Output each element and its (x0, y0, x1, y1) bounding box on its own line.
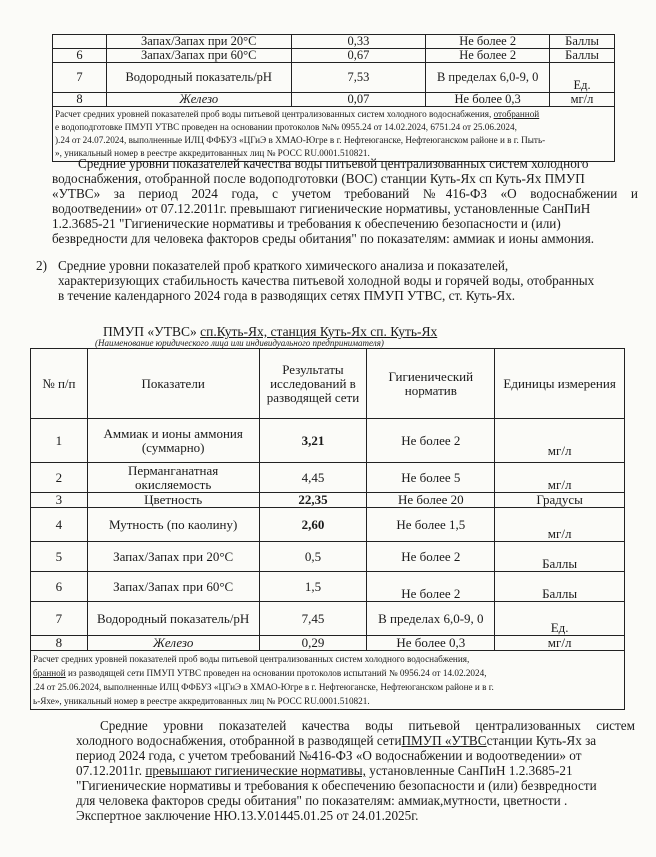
paragraph-3-line-6: для человека факторов среды обитания" по показателям: аммиак,мутности, цветности . (76, 793, 568, 808)
table-row: 4 Мутность (по каолину) 2,60 Не более 1,5 мг/л (31, 508, 625, 542)
table-title: ПМУП «УТВС» сп.Куть-Ях, станция Куть-Ях сп. Куть-Ях (103, 324, 438, 339)
item-2-line-2: характеризующих стабильность качества питьевой холодной воды и горячей воды, отобранных (58, 273, 595, 288)
header-unit: Единицы измерения (495, 349, 625, 419)
paragraph-3-line-2: холодного водоснабжения, отобранной в разводящей сетиПМУП «УТВСстанции Куть-Ях за (76, 733, 597, 748)
table-row: 6 Запах/Запах при 60°С 1,5 Не более 2 Баллы (31, 572, 625, 602)
paragraph-3-line-4: 07.12.2011г. превышают гигиенические нормативы, установленные СанПиН 1.2.3685-21 (76, 763, 573, 778)
header-name: Показатели (87, 349, 259, 419)
table-header-row (31, 349, 625, 419)
top-table (52, 34, 615, 162)
paragraph-3-line-1: Средние уровни показателей качества воды питьевой централизованных систем (100, 718, 635, 733)
table-row: Запах/Запах при 20°С 0,33 Не более 2 Баллы (53, 35, 615, 49)
table-subtitle: (Наименование юридического лица или индивидуального предпринимателя) (95, 338, 384, 348)
paragraph-3-line-7: Экспертное заключение НЮ.13.У.01445.01.25 от 24.01.2025г. (76, 808, 419, 823)
table-row: 8 Железо 0,07 Не более 0,3 мг/л (53, 93, 615, 107)
table-row: 7 Водородный показатель/pH 7,53 В пределах 6,0-9, 0 Ед. (53, 63, 615, 93)
table-row: 1 Аммиак и ионы аммония (суммарно) 3,21 Не более 2 мг/л (31, 419, 625, 463)
main-table (30, 348, 625, 710)
paragraph-3-line-3: период 2024 года, с учетом требований №416-ФЗ «О водоснабжении и водоотведении» от (76, 748, 582, 763)
table-row: 7 Водородный показатель/pH 7,45 В пределах 6,0-9, 0 Ед. (31, 602, 625, 636)
table-note-row (53, 107, 615, 162)
item-number: 2) (36, 258, 47, 273)
header-result: Результаты исследований в разводящей сети (259, 349, 367, 419)
item-2-line-1: Средние уровни показателей проб краткого химического анализа и показателей, (58, 258, 509, 273)
table-row: 3 Цветность 22,35 Не более 20 Градусы (31, 493, 625, 508)
table-row: 2 Перманганатная окисляемость 4,45 Не более 5 мг/л (31, 463, 625, 493)
table-row: 5 Запах/Запах при 20°С 0,5 Не более 2 Баллы (31, 542, 625, 572)
paragraph-1-line-1: Средние уровни показателей качества воды питьевой централизованных систем холодного (78, 156, 589, 171)
table-note-row (31, 651, 625, 710)
paragraph-1-line-2: водоснабжения, отобранной после водоподготовки (ВОС) станции Куть-Ях сп Куть-Ях ПМУП (52, 171, 585, 186)
paragraph-1-line-6: безвредности для человека факторов среды обитания" по показателям: аммиак и ионы аммония. (52, 231, 595, 246)
table-note: Расчет средних уровней показателей проб воды питьевой централизованных систем холодного водоснабжения, отобранной е водоподготовке ПМУП УТВС проведен на основании протоколов №№ 0955.24 от 14.02.2024, 6751.24 от 25.06.2024, ).24 от 24.07.2024, выполненные ИЛЦ ФФБУЗ «ЦГиЭ в ХМАО-Югре в г. Нефтеюганске, Нефтеюганском районе и в г. Пыть- », уникальный номер в реестре аккредитованных лиц № РОСС RU.0001.510821. (53, 107, 615, 162)
header-norm: Гигиенический норматив (367, 349, 495, 419)
table-note: Расчет средних уровней показателей проб воды питьевой централизованных систем холодного водоснабжения, бранной из разводящей сети ПМУП УТВС проведен на основании протоколов испытаний № 0956.24 от 14.02.2024, .24 от 25.06.2024, выполненные ИЛЦ ФФБУЗ «ЦГиЭ в ХМАО-Югре в г. Нефтеюганске, Нефтеюганском районе и в г. ь-Яхе», уникальный номер в реестре аккредитованных лиц № РОСС RU.0001.510821. (31, 651, 625, 710)
item-2-line-3: в течение календарного 2024 года в разводящих сетях ПМУП УТВС, ст. Куть-Ях. (58, 288, 516, 303)
paragraph-1-line-5: 1.2.3685-21 "Гигиенические нормативы и требования к обеспечению безопасности и (или) (52, 216, 561, 231)
paragraph-3-line-5: "Гигиенические нормативы и требования к обеспечению безопасности и (или) безвредности (76, 778, 597, 793)
paragraph-1-line-3: «УТВС» за период 2024 года, с учетом требований №416-ФЗ «О водоснабжении и (52, 186, 638, 201)
table-row: 6 Запах/Запах при 60°С 0,67 Не более 2 Баллы (53, 49, 615, 63)
header-n: № п/п (31, 349, 88, 419)
paragraph-1-line-4: водоотведении» от 07.12.2011г. превышают гигиенические нормативы, установленные СанПиН (52, 201, 591, 216)
table-row: 8 Железо 0,29 Не более 0,3 мг/л (31, 636, 625, 651)
